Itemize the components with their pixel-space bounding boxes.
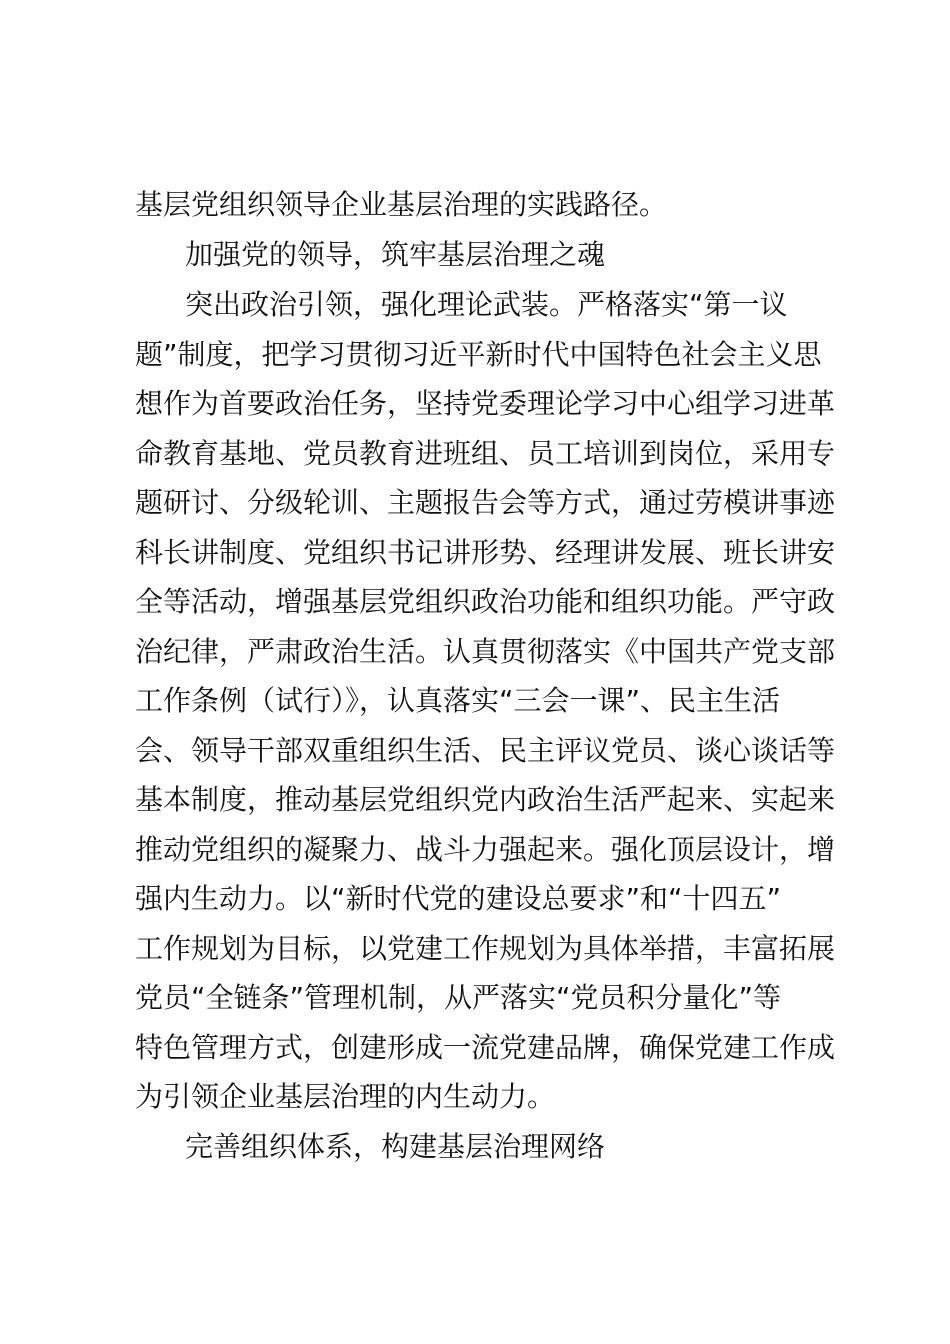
text-line: 命教育基地、党员教育进班组、员工培训到岗位，采用专 [135, 437, 836, 470]
text-line: 题”制度，把学习贯彻习近平新时代中国特色社会主义思 [135, 338, 822, 371]
text-line: 科长讲制度、党组织书记讲形势、经理讲发展、班长讲安 [135, 536, 836, 569]
section-heading: 加强党的领导，筑牢基层治理之魂 [185, 238, 606, 271]
text-line: 工作规划为目标，以党建工作规划为具体举措，丰富拓展 [135, 932, 836, 965]
section-heading: 完善组织体系，构建基层治理网络 [185, 1130, 606, 1163]
text-line: 强内生动力。以“新时代党的建设总要求”和“十四五” [135, 882, 782, 915]
text-line: 基本制度，推动基层党组织党内政治生活严起来、实起来 [135, 783, 836, 816]
text-line: 特色管理方式，创建形成一流党建品牌，确保党建工作成 [135, 1031, 836, 1064]
text-line: 题研讨、分级轮训、主题报告会等方式，通过劳模讲事迹 [135, 486, 836, 519]
text-line: 会、领导干部双重组织生活、民主评议党员、谈心谈话等 [135, 734, 836, 767]
text-line: 党员“全链条”管理机制，从严落实“党员积分量化”等 [135, 981, 782, 1014]
text-line: 为引领企业基层治理的内生动力。 [135, 1080, 556, 1113]
text-line: 想作为首要政治任务，坚持党委理论学习中心组学习进革 [135, 387, 836, 420]
text-line: 推动党组织的凝聚力、战斗力强起来。强化顶层设计，增 [135, 833, 836, 866]
text-line: 基层党组织领导企业基层治理的实践路径。 [135, 188, 668, 221]
text-line: 治纪律，严肃政治生活。认真贯彻落实《中国共产党支部 [135, 635, 836, 668]
text-line: 突出政治引领，强化理论武装。严格落实“第一议 [185, 288, 788, 321]
text-line: 全等活动，增强基层党组织政治功能和组织功能。严守政 [135, 585, 836, 618]
text-line: 工作条例（试行）》，认真落实“三会一课”、民主生活 [135, 684, 781, 717]
